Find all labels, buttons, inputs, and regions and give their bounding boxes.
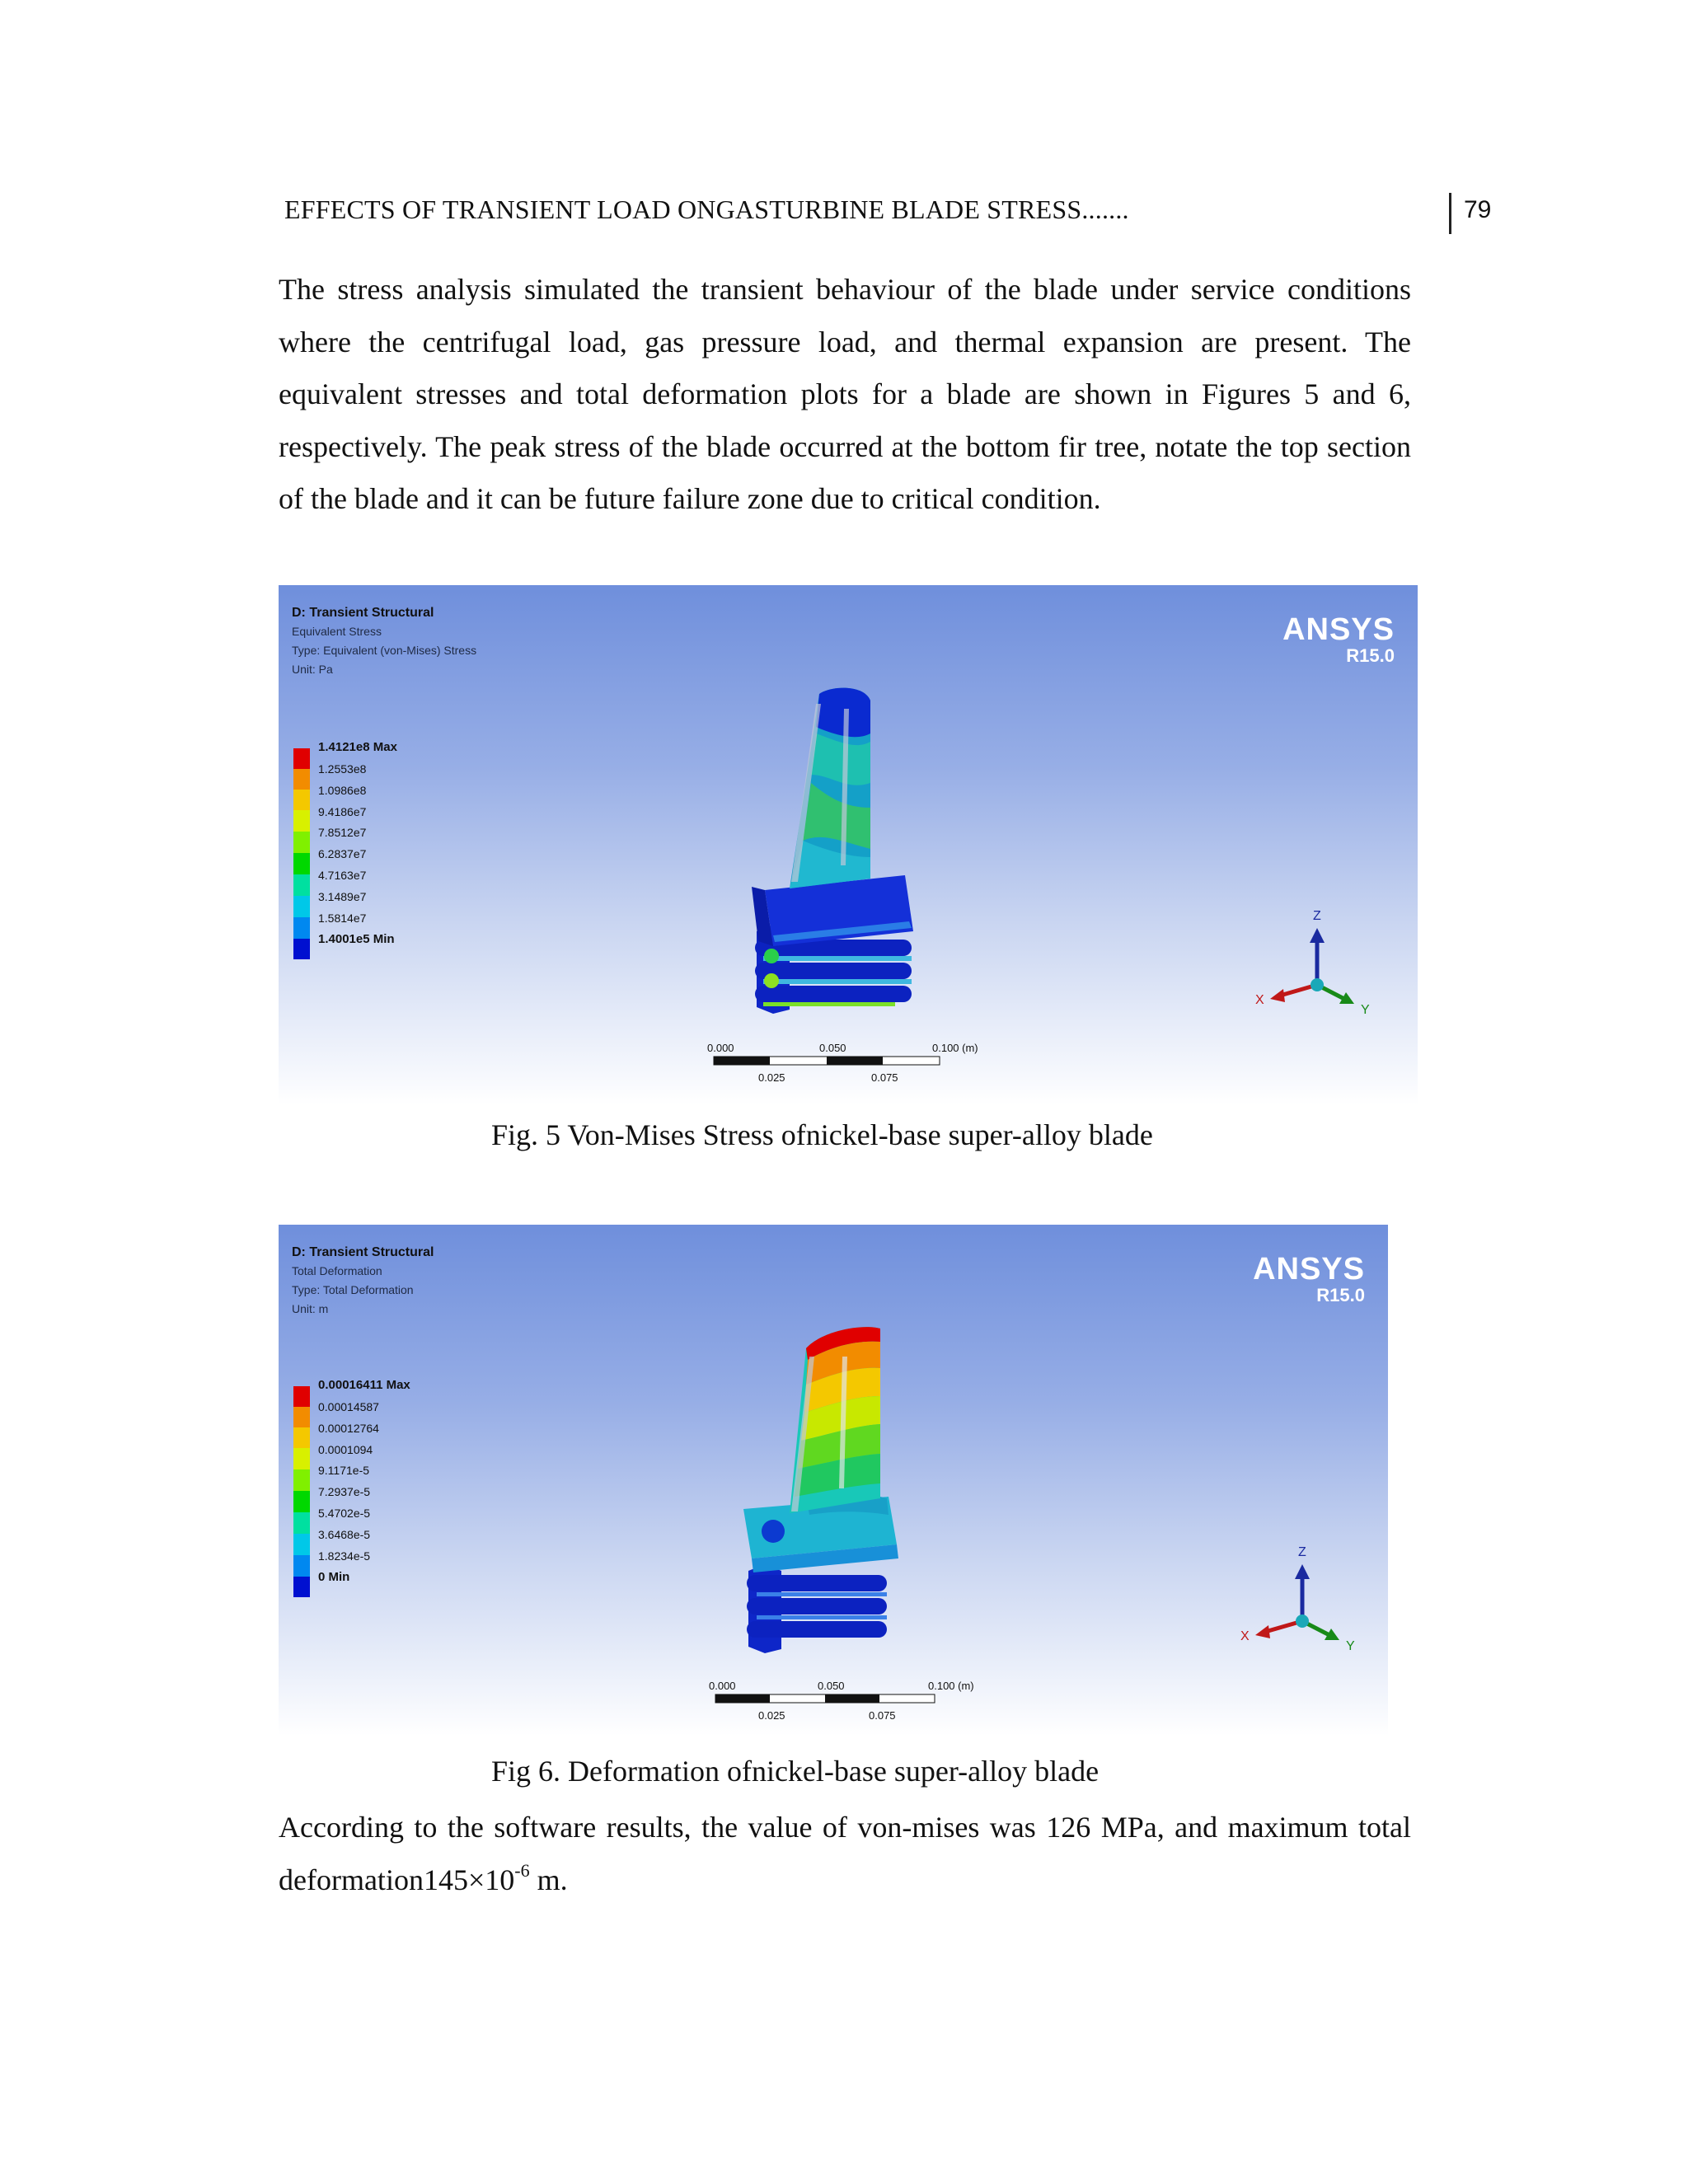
scale-top-label: 0.000 [707, 1042, 734, 1054]
coordinate-triad [1240, 1543, 1364, 1666]
legend-label: 1.8234e-5 [318, 1549, 371, 1563]
figure-5-von-mises-stress [279, 585, 1418, 1104]
closing-unit: m. [529, 1863, 568, 1896]
scale-top-label: 0.050 [819, 1042, 846, 1054]
legend-label: 4.7163e7 [318, 869, 367, 882]
closing-text: According to the software results, the value of von-mises was 126 MPa, and maximum total deformation145×10 [279, 1811, 1411, 1896]
legend-label: 9.1171e-5 [318, 1464, 370, 1477]
legend-label: 9.4186e7 [318, 805, 367, 818]
scale-segment [825, 1694, 879, 1703]
y-axis-label: Y [1346, 1639, 1355, 1653]
scale-segment [714, 1057, 770, 1065]
scale-top-label: 0.050 [818, 1680, 845, 1692]
legend-band [293, 1577, 310, 1597]
y-axis-label: Y [1361, 1003, 1370, 1017]
running-title: EFFECTS OF TRANSIENT LOAD ONGASTURBINE BLADE STRESS....... [284, 194, 1129, 224]
scale-bottom-label: 0.075 [869, 1709, 896, 1722]
legend-label: 1.5814e7 [318, 912, 367, 925]
blade-stress-model [740, 684, 1004, 1030]
scale-bottom-label: 0.075 [871, 1071, 898, 1084]
legend-label: 3.1489e7 [318, 890, 367, 903]
legend-band [293, 939, 310, 959]
result-info [292, 603, 476, 679]
legend-band [293, 853, 310, 874]
brand-name: ANSYS [1282, 612, 1395, 647]
z-axis-label: Z [1298, 1545, 1306, 1559]
legend-band [293, 1469, 310, 1491]
result-info [292, 1243, 434, 1319]
triad-origin [1296, 1615, 1309, 1628]
legend-label: 0.0001094 [318, 1443, 373, 1456]
figure-6-caption: Fig 6. Deformation ofnickel-base super-alloy blade [491, 1755, 1100, 1788]
x-axis-label: X [1240, 1629, 1250, 1643]
legend-band [293, 832, 310, 853]
brand-version: R15.0 [1316, 1285, 1365, 1305]
scale-bar [707, 1037, 978, 1094]
fir-tree-root [747, 1564, 887, 1653]
legend-label: 7.8512e7 [318, 826, 367, 839]
legend-band [293, 790, 310, 810]
legend-min-label: 0 Min [318, 1570, 350, 1584]
z-axis-arrowhead [1295, 1564, 1310, 1579]
scale-segment [827, 1057, 883, 1065]
blade-airfoil [790, 1327, 880, 1513]
legend-band [293, 896, 310, 917]
figure-6-total-deformation [279, 1225, 1388, 1736]
header-divider [1449, 193, 1451, 234]
legend-band [293, 874, 310, 896]
z-axis-arrowhead [1310, 928, 1325, 943]
z-axis-label: Z [1313, 909, 1321, 923]
scale-bar [709, 1675, 974, 1732]
legend-band [293, 917, 310, 939]
legend-label: 0.00014587 [318, 1400, 379, 1413]
result-name: Equivalent Stress [292, 625, 382, 638]
result-unit: Unit: m [292, 1302, 329, 1315]
intro-paragraph: The stress analysis simulated the transient behaviour of the blade under service conditions where the centrifugal load, gas pressure load, and thermal expansion are present. The equivalent stresses and total deformation plots for a blade are shown in Figures 5 and 6, respectively. The peak stress of the blade occurred at the bottom fir tree, notate the top section of the blade and it can be future failure zone due to critical condition. [279, 273, 1411, 515]
page-number: 79 [1464, 196, 1492, 223]
legend-min-label: 1.4001e5 Min [318, 932, 395, 946]
closing-exponent: -6 [514, 1859, 530, 1881]
scale-top-label: 0.100 (m) [928, 1680, 974, 1692]
blade-deformation-model [740, 1324, 1004, 1670]
x-axis-arrowhead [1255, 1625, 1270, 1638]
x-axis-arrowhead [1270, 989, 1285, 1002]
legend-band [293, 769, 310, 790]
legend-label: 5.4702e-5 [318, 1507, 371, 1520]
ansys-logo [1253, 1253, 1365, 1305]
legend-label: 1.2553e8 [318, 762, 367, 776]
legend-label: 1.0986e8 [318, 784, 367, 797]
legend-band [293, 1491, 310, 1512]
figure-5-caption: Fig. 5 Von-Mises Stress ofnickel-base super-alloy blade [491, 1118, 1153, 1151]
scale-top-label: 0.000 [709, 1680, 736, 1692]
legend-max-label: 0.00016411 Max [318, 1378, 410, 1392]
result-name: Total Deformation [292, 1264, 382, 1277]
legend-label: 3.6468e-5 [318, 1528, 371, 1541]
scale-bottom-label: 0.025 [758, 1071, 785, 1084]
legend-band [293, 1407, 310, 1427]
legend-label: 6.2837e7 [318, 847, 367, 860]
scale-segment [715, 1694, 770, 1703]
legend-band [293, 1512, 310, 1534]
blade-platform [752, 875, 913, 946]
legend-band [293, 748, 310, 769]
legend-band [293, 1555, 310, 1577]
result-type: Type: Total Deformation [292, 1283, 414, 1296]
brand-name: ANSYS [1253, 1252, 1365, 1286]
legend-label: 7.2937e-5 [318, 1485, 371, 1498]
closing-paragraph [279, 1802, 1411, 1906]
brand-version: R15.0 [1346, 645, 1395, 666]
legend-max-label: 1.4121e8 Max [318, 740, 397, 754]
triad-origin [1311, 978, 1324, 991]
legend-label: 0.00012764 [318, 1422, 379, 1435]
result-unit: Unit: Pa [292, 663, 333, 676]
blade-airfoil [790, 688, 870, 888]
x-axis-label: X [1255, 993, 1264, 1007]
coordinate-triad [1255, 907, 1379, 1030]
legend-band [293, 1427, 310, 1448]
result-type: Type: Equivalent (von-Mises) Stress [292, 644, 477, 657]
legend-band [293, 1448, 310, 1469]
legend-band [293, 810, 310, 832]
scale-bottom-label: 0.025 [758, 1709, 785, 1722]
legend-band [293, 1534, 310, 1555]
scale-top-label: 0.100 (m) [932, 1042, 978, 1054]
ansys-logo [1282, 613, 1395, 666]
legend-band [293, 1386, 310, 1407]
analysis-name: D: Transient Structural [292, 606, 434, 620]
analysis-name: D: Transient Structural [292, 1245, 434, 1259]
